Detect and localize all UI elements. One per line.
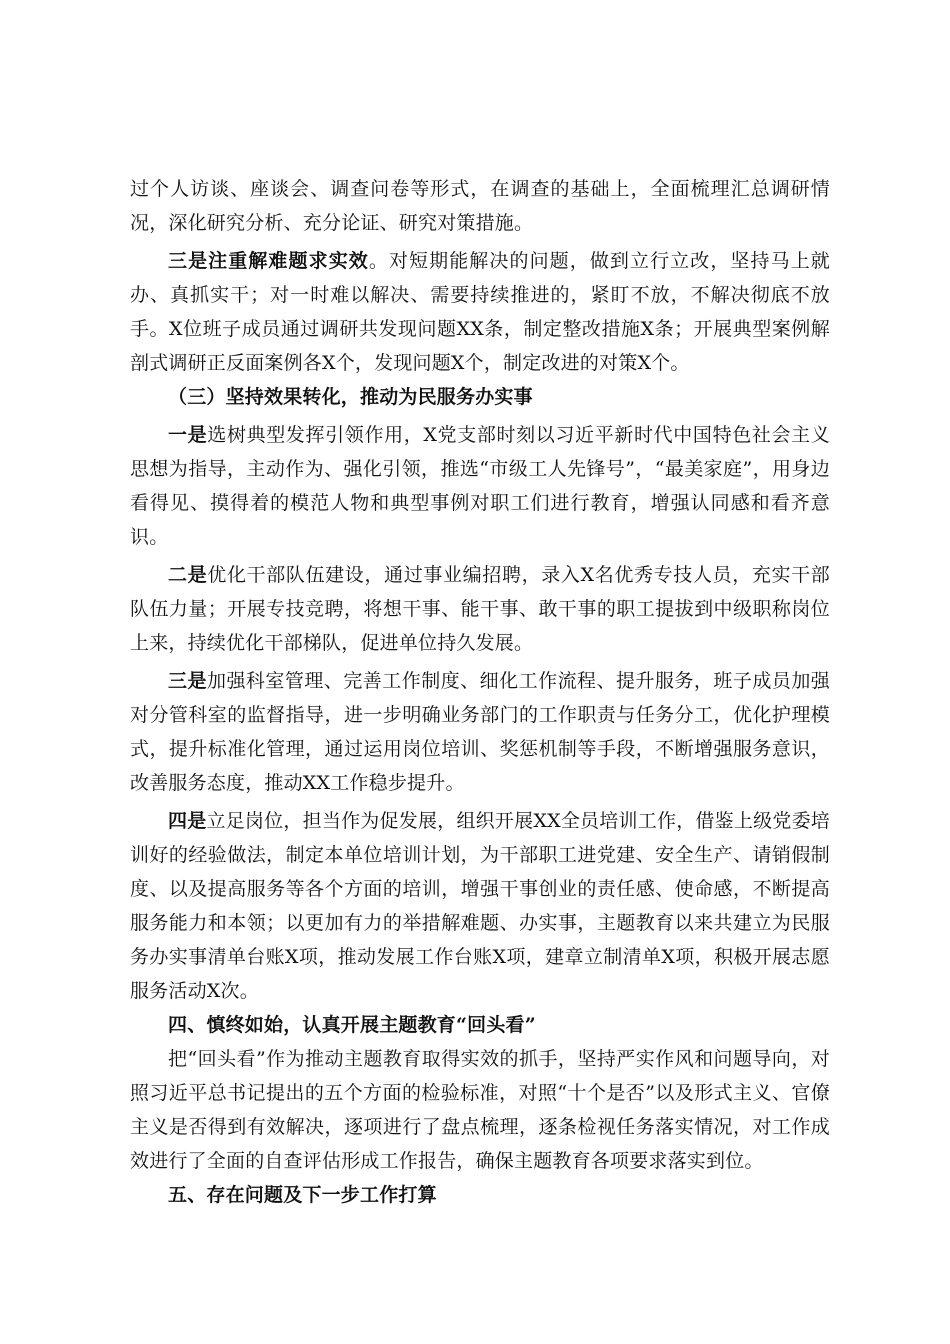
paragraph-solve-problems bbox=[130, 244, 830, 380]
paragraph-point-one bbox=[130, 418, 830, 554]
continuation-paragraph: 过个人访谈、座谈会、调查问卷等形式，在调查的基础上，全面梳理汇总调研情况，深化研究分析、充分论证、研究对策措施。 bbox=[130, 178, 830, 234]
paragraph-body: 加强科室管理、完善工作制度、细化工作流程、提升服务，班子成员加强对分管科室的监督指导，进一步明确业务部门的工作职责与任务分工，优化护理模式，提升标准化管理，通过运用岗位培训、奖惩机制等手段，不断增强服务意识，改善服务态度，推动XX工作稳步提升。 bbox=[130, 670, 831, 794]
paragraph-body: 。对短期能解决的问题，做到立行立改，坚持马上就办、真抓实干；对一时难以解决、需要持续推进的，紧盯不放，不解决彻底不放手。X位班子成员通过调研共发现问题XX条，制定整改措施X条；开展典型案例解剖式调研正反面案例各X个，发现问题X个，制定改进的对策X个。 bbox=[130, 250, 830, 374]
paragraph-lead: 四是 bbox=[168, 810, 207, 832]
section-heading-4: 四、慎终如始，认真开展主题教育“回头看” bbox=[168, 1014, 536, 1036]
paragraph-point-four bbox=[130, 804, 830, 1008]
paragraph-point-three bbox=[130, 664, 830, 800]
paragraph-lead: 三是 bbox=[168, 670, 207, 692]
paragraph-point-two bbox=[130, 558, 830, 660]
paragraph-body: 优化干部队伍建设，通过事业编招聘，录入X名优秀专技人员，充实干部队伍力量；开展专技竞聘，将想干事、能干事、敢干事的职工提拔到中级职称岗位上来，持续优化干部梯队，促进单位持久发展。 bbox=[130, 564, 830, 654]
paragraph-review: 把“回头看”作为推动主题教育取得实效的抓手，坚持严实作风和问题导向，对照习近平总书记提出的五个方面的检验标准，对照“十个是否”以及形式主义、官僚主义是否得到有效解决，逐项进行了盘点梳理，逐条检视任务落实情况，对工作成效进行了全面的自查评估形成工作报告，确保主题教育各项要求落实到位。 bbox=[130, 1048, 830, 1172]
document-page bbox=[130, 172, 830, 1212]
paragraph-lead: 一是 bbox=[168, 424, 208, 446]
section-heading-5: 五、存在问题及下一步工作打算 bbox=[168, 1184, 437, 1206]
section-heading-3: （三）坚持效果转化，推动为民服务办实事 bbox=[168, 386, 533, 408]
paragraph-body: 选树典型发挥引领作用，X党支部时刻以习近平新时代中国特色社会主义思想为指导，主动作为、强化引领，推选“市级工人先锋号”，“最美家庭”，用身边看得见、摸得着的模范人物和典型事例对职工们进行教育，增强认同感和看齐意识。 bbox=[130, 424, 830, 548]
paragraph-body: 立足岗位，担当作为促发展，组织开展XX全员培训工作，借鉴上级党委培训好的经验做法，制定本单位培训计划，为干部职工进党建、安全生产、请销假制度、以及提高服务等各个方面的培训，增强干事创业的责任感、使命感，不断提高服务能力和本领；以更加有力的举措解难题、办实事，主题教育以来共建立为民服务办实事清单台账X项，推动发展工作台账X项，建章立制清单X项，积极开展志愿服务活动X次。 bbox=[130, 810, 831, 1002]
paragraph-lead: 三是注重解难题求实效 bbox=[168, 250, 369, 272]
paragraph-lead: 二是 bbox=[168, 564, 208, 586]
